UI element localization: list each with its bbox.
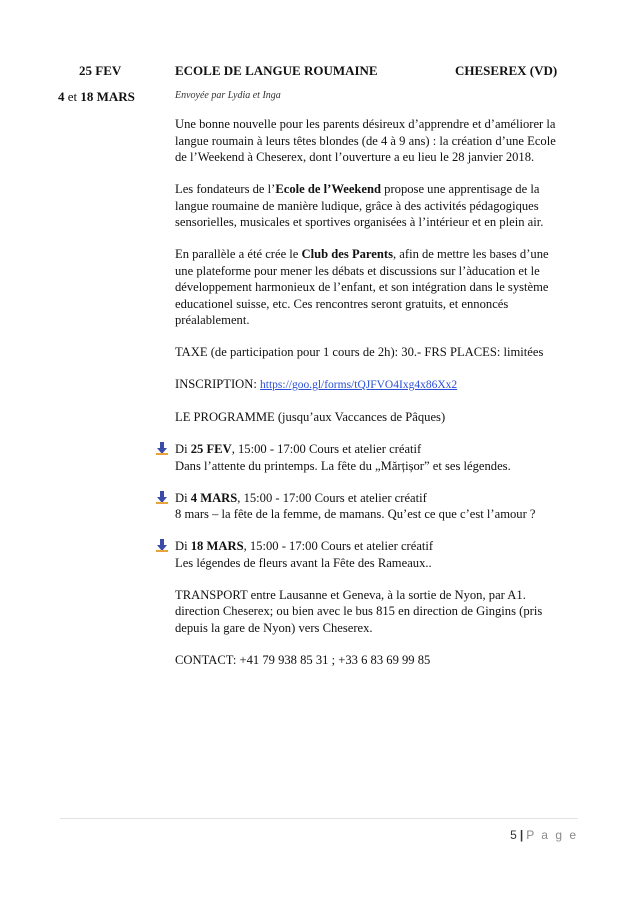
- programme-item-title: [175, 538, 580, 555]
- inscription-link[interactable]: https://goo.gl/forms/tQJFVO4Ixg4x86Xx2: [260, 379, 458, 391]
- page-label: P a g e: [526, 828, 578, 842]
- club-line: préalablement.: [175, 313, 250, 327]
- subheader-dates: [58, 89, 135, 105]
- subheader-date-and: et: [64, 89, 81, 104]
- transport-line: TRANSPORT entre Lausanne et Geneva, à la sortie de Nyon, par A1.: [175, 587, 526, 602]
- programme-item: [175, 490, 580, 523]
- subheader-date-second: 18 MARS: [80, 89, 135, 104]
- footer-separator: |: [519, 828, 524, 842]
- club-line: développement harmonieux de l’enfant, et son intégration dans le système: [175, 280, 549, 294]
- transport-paragraph: [175, 587, 580, 637]
- programme-item-desc: Dans l’attente du printemps. La fête du „Mărțișor” et ses légendes.: [175, 458, 511, 473]
- intro-line: langue roumain à leurs têtes blondes (de 4 à 9 ans) : la création d’une Ecole: [175, 133, 556, 148]
- programme-time: , 15:00 - 17:00 Cours et atelier créatif: [237, 490, 427, 505]
- programme-prefix: Di: [175, 539, 191, 553]
- arrow-bullet-icon: [156, 491, 168, 504]
- article-body: [175, 116, 580, 684]
- programme-item: [175, 441, 580, 474]
- programme-title: LE PROGRAMME (jusqu’aux Vaccances de Pâques): [175, 410, 446, 424]
- programme-time: , 15:00 - 17:00 Cours et atelier créatif: [231, 442, 422, 456]
- founders-text: propose une apprentisage de la: [381, 182, 540, 196]
- programme-item: [175, 538, 580, 571]
- founders-text: Les fondateurs de l’: [175, 182, 276, 196]
- contact-line: CONTACT: +41 79 938 85 31 ; +33 6 83 69 99 85: [175, 652, 431, 667]
- arrow-bullet-icon: [156, 539, 168, 552]
- founders-paragraph: [175, 181, 580, 231]
- subheader-date-day: 4: [58, 89, 65, 104]
- sent-by: Envoyée par Lydia et Inga: [175, 90, 281, 101]
- header-title: ECOLE DE LANGUE ROUMAINE: [175, 63, 378, 78]
- programme-prefix: Di: [175, 490, 191, 505]
- programme-item-desc: 8 mars – la fête de la femme, de mamans. Qu’est ce que c’est l’amour ?: [175, 507, 536, 521]
- programme-item-desc: Les légendes de fleurs avant la Fête des Rameaux..: [175, 555, 432, 570]
- programme-item-title: [175, 441, 580, 458]
- header-location: CHESEREX (VD): [455, 63, 558, 78]
- taxe-line: TAXE (de participation pour 1 cours de 2h): 30.- FRS PLACES: limitées: [175, 345, 544, 359]
- page-number: 5: [510, 828, 517, 842]
- page-footer: [510, 828, 578, 842]
- header-date: 25 FEV: [79, 63, 122, 78]
- school-name: Ecole de l’Weekend: [275, 182, 382, 196]
- club-line: [175, 246, 580, 263]
- club-text: , afin de mettre les bases d’une: [392, 247, 549, 261]
- club-name: Club des Parents: [301, 247, 393, 261]
- club-text: En parallèle a été crée le: [175, 247, 302, 261]
- programme-date: 25 FEV: [190, 442, 232, 456]
- club-paragraph: [175, 246, 580, 329]
- programme-date: 18 MARS: [190, 539, 244, 553]
- programme-date: 4 MARS: [190, 490, 238, 505]
- club-line: une plateforme pour mener les débats et discussions sur l’àducation et le: [175, 263, 540, 278]
- programme-time: , 15:00 - 17:00 Cours et atelier créatif: [243, 539, 434, 553]
- inscription-label: INSCRIPTION:: [175, 377, 261, 391]
- arrow-bullet-icon: [156, 442, 168, 455]
- founders-line: sensorielles, musicales et sportives organisées à l’intérieur et en plein air.: [175, 215, 544, 229]
- programme-item-title: [175, 490, 580, 507]
- founders-line: langue roumaine de manière ludique, grâce à des activités pédagogiques: [175, 198, 539, 213]
- inscription-line: [175, 376, 580, 394]
- founders-line: [175, 181, 580, 198]
- intro-line: Une bonne nouvelle pour les parents désireux d’apprendre et d’améliorer la: [175, 117, 556, 131]
- footer-divider: [60, 818, 578, 819]
- programme-prefix: Di: [175, 442, 191, 456]
- intro-line: de l’Weekend à Cheserex, dont l’ouverture a eu lieu le 28 janvier 2018.: [175, 150, 535, 164]
- transport-line: direction Cheserex; ou bien avec le bus 815 en direction de Gingins (pris: [175, 604, 543, 618]
- transport-line: depuis la gare de Nyon) vers Cheserex.: [175, 620, 373, 635]
- intro-paragraph: [175, 116, 580, 166]
- club-line: educationel suisse, etc. Ces rencontres seront gratuits, et ennoncés: [175, 296, 509, 311]
